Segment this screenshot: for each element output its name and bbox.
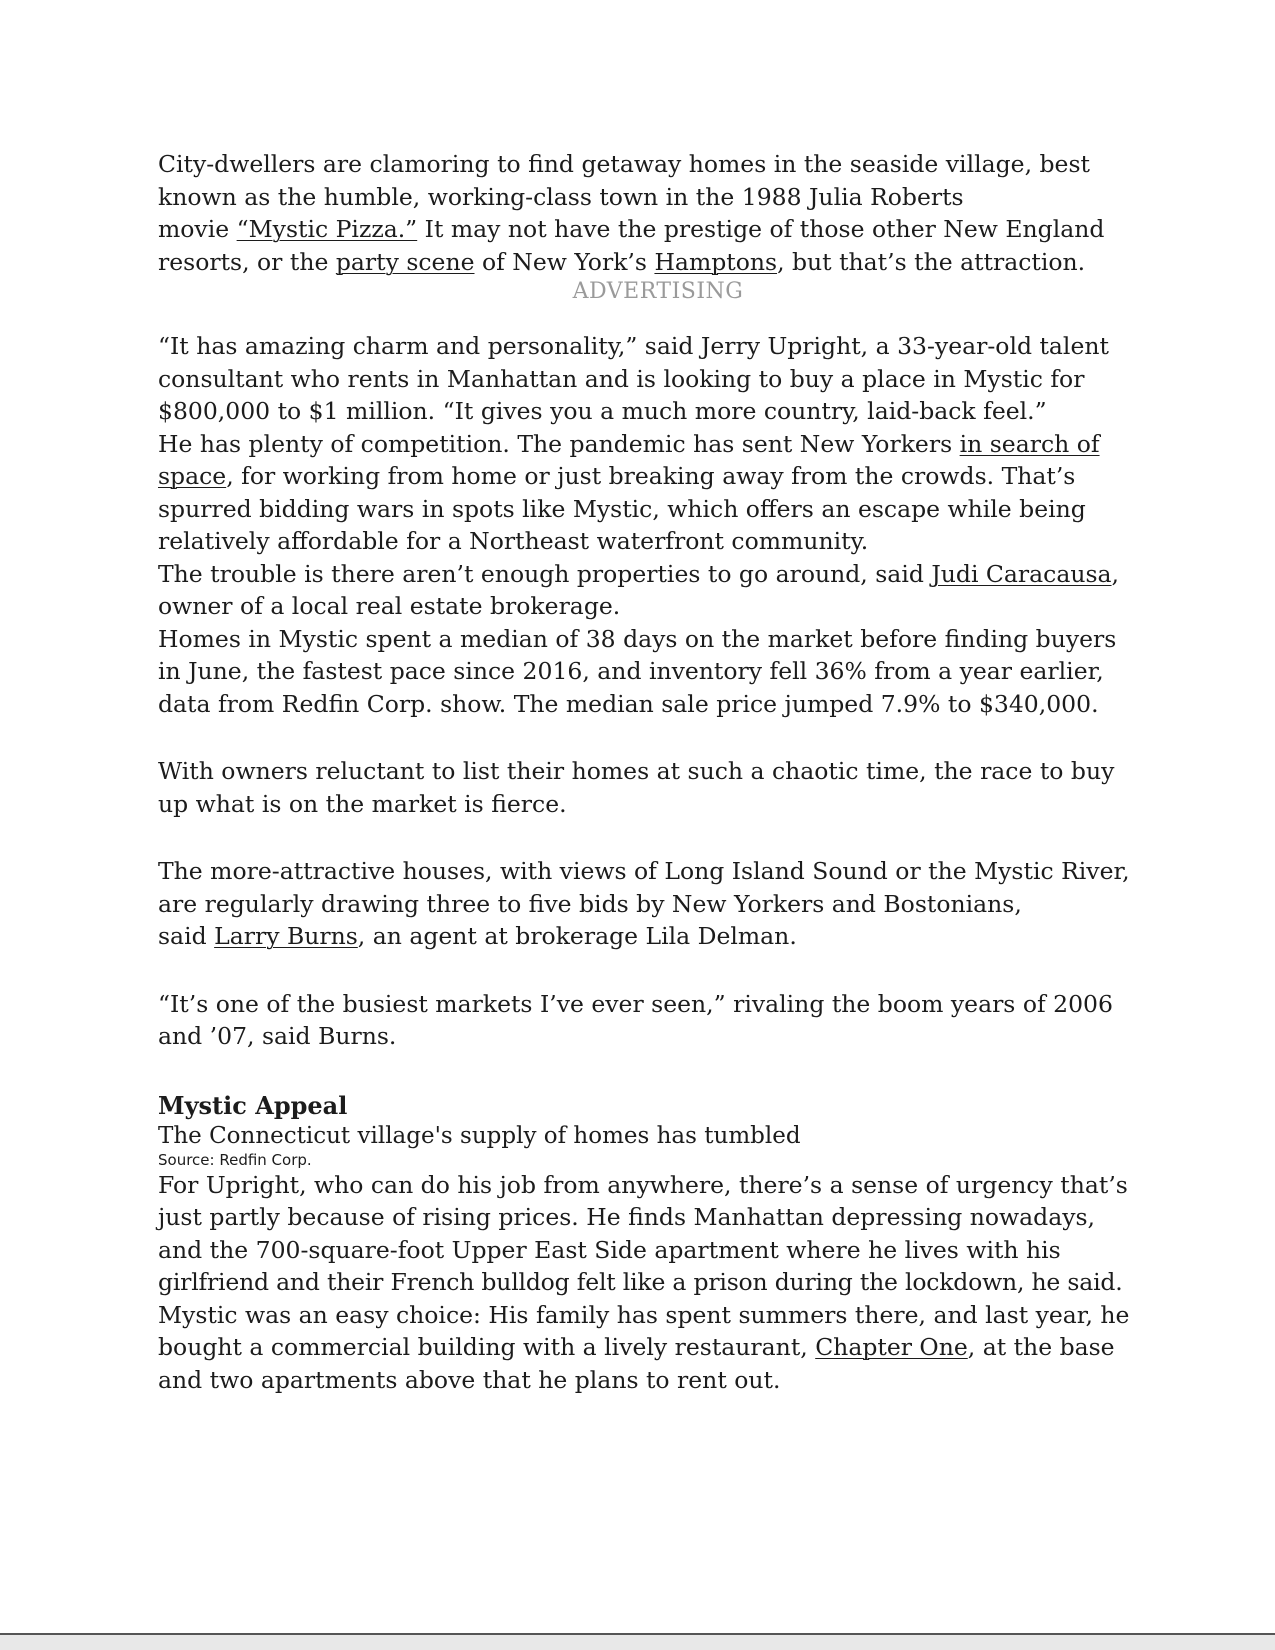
text-line: girlfriend and their French bulldog felt like a prison during the lockdown, he said. <box>158 1268 1123 1296</box>
text-line <box>158 558 1158 591</box>
text-span: , for working from home or just breaking away from the crowds. That’s <box>226 462 1076 490</box>
text-line: relatively affordable for a Northeast waterfront community. <box>158 527 869 555</box>
text-line: Mystic was an easy choice: His family has spent summers there, and last year, he <box>158 1300 1130 1329</box>
chart-title: Mystic Appeal <box>158 1090 348 1120</box>
text-line: “It’s one of the busiest markets I’ve ever seen,” rivaling the boom years of 2006 <box>158 989 1113 1018</box>
text-span: resorts, or the <box>158 247 336 276</box>
text-line <box>158 246 1158 279</box>
text-span: , at the base <box>967 1333 1115 1361</box>
text-line: data from Redfin Corp. show. The median sale price jumped 7.9% to $340,000. <box>158 689 1099 718</box>
text-span: of New York’s <box>474 247 655 276</box>
link-party-scene[interactable]: party scene <box>335 247 475 276</box>
text-line: consultant who rents in Manhattan and is looking to buy a place in Mystic for <box>158 364 1085 393</box>
text-line <box>158 428 1158 461</box>
chart-subtitle: The Connecticut village's supply of homes has tumbled <box>158 1122 801 1149</box>
article-body <box>158 148 1158 1396</box>
link-hamptons[interactable]: Hamptons <box>654 247 778 276</box>
text-line: The more-attractive houses, with views of Long Island Sound or the Mystic River, <box>158 857 1130 885</box>
link-mystic-pizza[interactable]: “Mystic Pizza.” <box>236 215 418 243</box>
paragraph-owners-reluctant <box>158 755 1158 820</box>
text-span: It may not have the prestige of those other New England <box>417 215 1105 243</box>
text-line: With owners reluctant to list their homes at such a chaotic time, the race to buy <box>158 757 1115 785</box>
text-line: For Upright, who can do his job from anywhere, there’s a sense of urgency that’s <box>158 1170 1128 1199</box>
paragraph-upright-quote <box>158 330 1158 720</box>
link-in-search-of-space[interactable]: in search of <box>959 429 1100 458</box>
paragraph-busiest-markets <box>158 988 1158 1053</box>
text-line: owner of a local real estate brokerage. <box>158 592 621 620</box>
text-line: are regularly drawing three to five bids by New Yorkers and Bostonians, <box>158 889 1022 918</box>
text-span: , <box>1111 559 1120 588</box>
chart-caption <box>158 1091 1158 1169</box>
paragraph-intro <box>158 148 1158 278</box>
scan-bottom-strip <box>0 1635 1275 1650</box>
text-line: and the 700-square-foot Upper East Side apartment where he lives with his <box>158 1235 1061 1264</box>
text-line: spurred bidding wars in spots like Mystic, which offers an escape while being <box>158 494 1086 523</box>
text-line: just partly because of rising prices. He finds Manhattan depressing nowadays, <box>158 1203 1096 1231</box>
text-line <box>158 213 1158 246</box>
text-line <box>158 1331 1158 1364</box>
text-line <box>158 920 1158 953</box>
link-in-search-of-space-cont[interactable]: space <box>158 462 227 490</box>
text-line: Homes in Mystic spent a median of 38 days on the market before finding buyers <box>158 624 1117 653</box>
advertising-label: ADVERTISING <box>572 279 744 304</box>
paragraph-upright-urgency <box>158 1169 1158 1397</box>
text-line: in June, the fastest pace since 2016, and inventory fell 36% from a year earlier, <box>158 657 1104 685</box>
text-span: , an agent at brokerage Lila Delman. <box>357 922 797 950</box>
link-judi-caracausa[interactable]: Judi Caracausa <box>931 559 1112 588</box>
link-chapter-one[interactable]: Chapter One <box>815 1333 968 1361</box>
text-span: movie <box>158 215 237 243</box>
text-line: known as the humble, working-class town in the 1988 Julia Roberts <box>158 182 964 211</box>
text-span: said <box>158 922 215 950</box>
text-line: and two apartments above that he plans to rent out. <box>158 1365 781 1394</box>
chart-source: Source: Redfin Corp. <box>158 1150 312 1169</box>
text-line <box>158 460 1158 493</box>
text-line: City-dwellers are clamoring to find getaway homes in the seaside village, best <box>158 150 1090 178</box>
text-line: $800,000 to $1 million. “It gives you a much more country, laid-back feel.” <box>158 397 1047 425</box>
link-larry-burns[interactable]: Larry Burns <box>214 922 358 950</box>
text-span: , but that’s the attraction. <box>777 247 1086 276</box>
text-line: “It has amazing charm and personality,” said Jerry Upright, a 33-year-old talent <box>158 332 1109 360</box>
text-line: up what is on the market is fierce. <box>158 789 567 818</box>
text-span: bought a commercial building with a lively restaurant, <box>158 1333 816 1361</box>
text-span: The trouble is there aren’t enough properties to go around, said <box>158 559 932 588</box>
paragraph-attractive-houses <box>158 855 1158 953</box>
text-span: He has plenty of competition. The pandemic has sent New Yorkers <box>158 429 960 458</box>
text-line: and ’07, said Burns. <box>158 1022 397 1050</box>
